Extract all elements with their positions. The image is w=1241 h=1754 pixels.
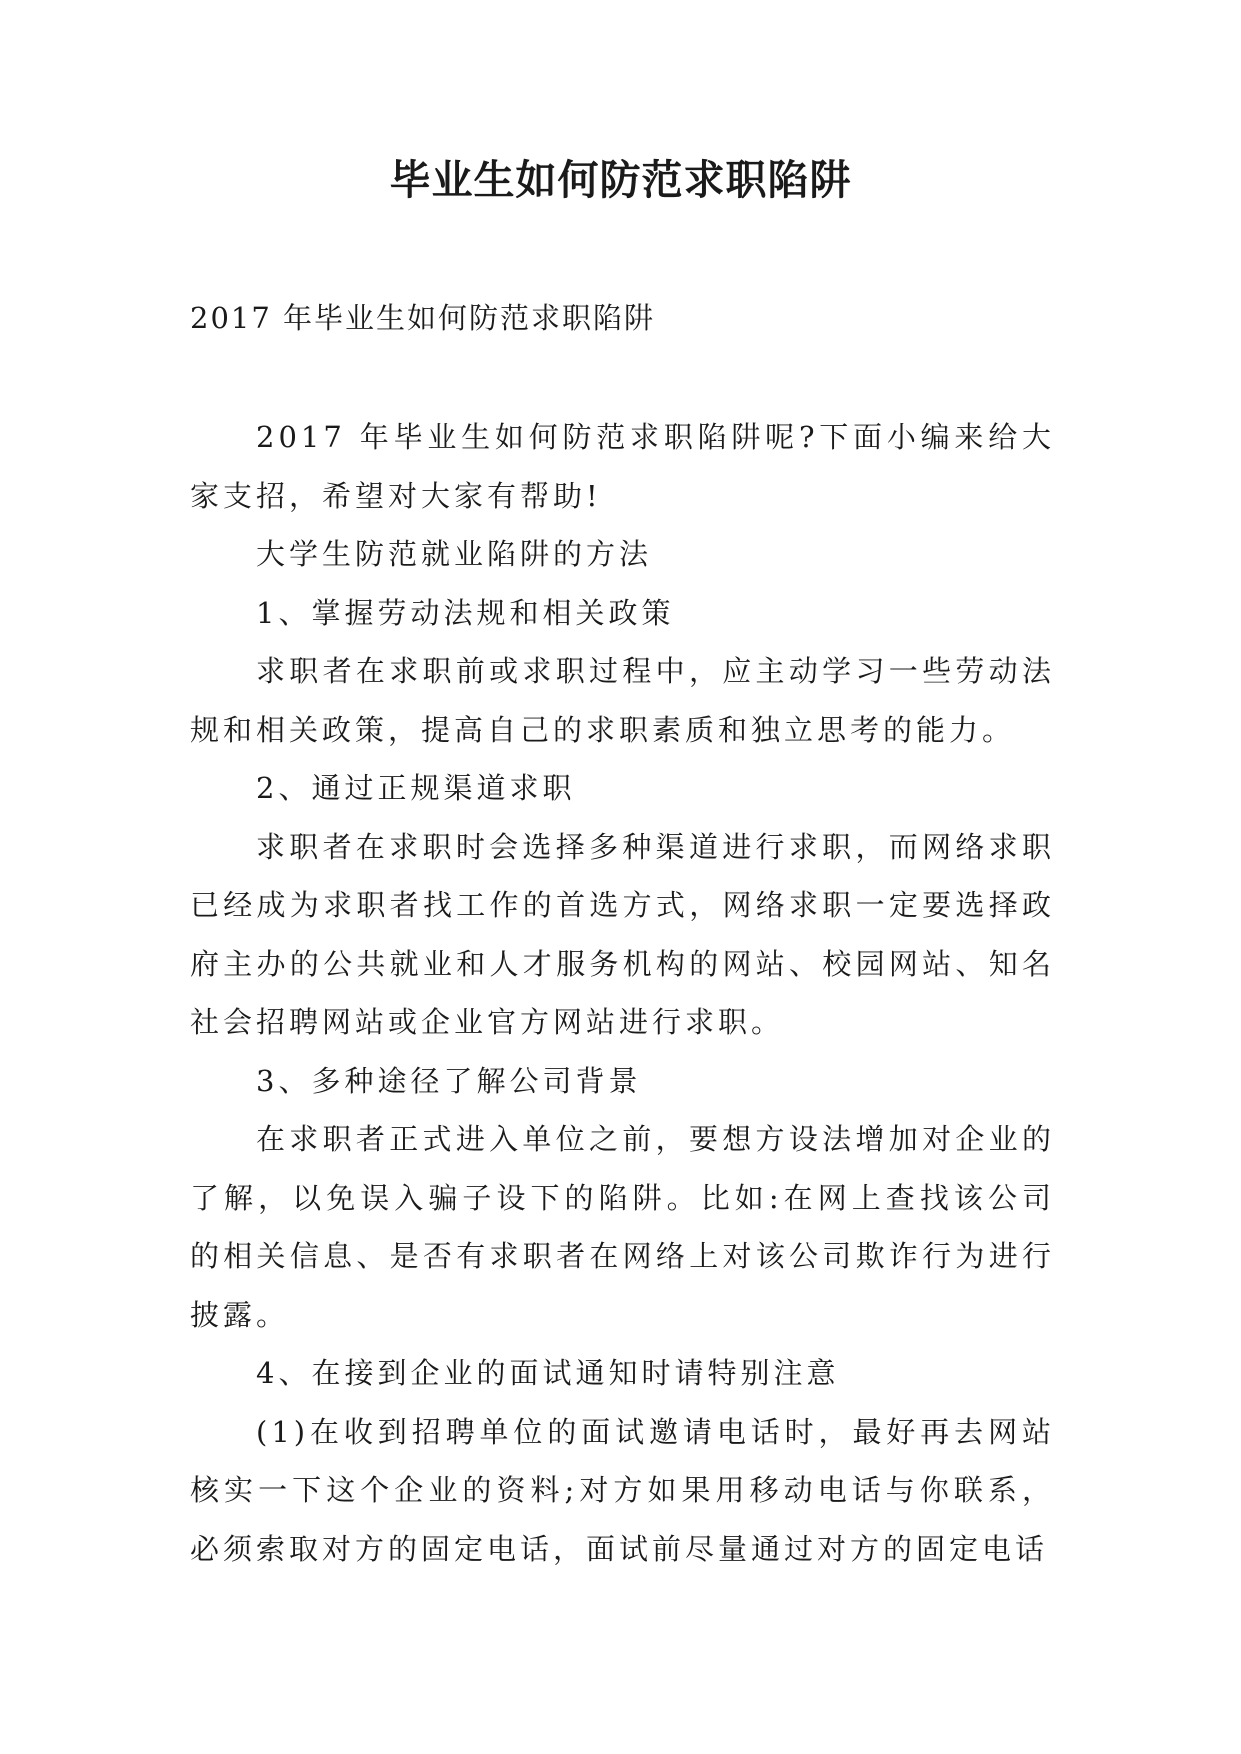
item-paragraph-1: 求职者在求职前或求职过程中，应主动学习一些劳动法规和相关政策，提高自己的求职素质和独立思考的能力。 — [190, 654, 1055, 747]
item-heading-2: 2、通过正规渠道求职 — [256, 771, 576, 805]
document-title: 毕业生如何防范求职陷阱 — [389, 156, 852, 204]
item-heading-4: 4、在接到企业的面试通知时请特别注意 — [256, 1356, 840, 1390]
intro-paragraph: 2017 年毕业生如何防范求职陷阱呢?下面小编来给大家支招，希望对大家有帮助! — [190, 420, 1055, 513]
section-heading: 大学生防范就业陷阱的方法 — [256, 537, 653, 571]
document-body — [190, 408, 1055, 1578]
item-paragraph-4: (1)在收到招聘单位的面试邀请电话时，最好再去网站核实一下这个企业的资料;对方如果用移动电话与你联系，必须索取对方的固定电话，面试前尽量通过对方的固定电话 — [190, 1414, 1055, 1566]
item-heading-3: 3、多种途径了解公司背景 — [256, 1063, 642, 1098]
item-paragraph-2: 求职者在求职时会选择多种渠道进行求职，而网络求职已经成为求职者找工作的首选方式，网络求职一定要选择政府主办的公共就业和人才服务机构的网站、校园网站、知名社会招聘网站或企业官方网站进行求职。 — [190, 829, 1055, 1039]
item-heading-1: 1、掌握劳动法规和相关政策 — [256, 595, 675, 630]
document-subtitle: 2017 年毕业生如何防范求职陷阱 — [190, 301, 656, 335]
item-paragraph-3: 在求职者正式进入单位之前，要想方设法增加对企业的了解，以免误入骗子设下的陷阱。比如:在网上查找该公司的相关信息、是否有求职者在网络上对该公司欺诈行为进行披露。 — [190, 1122, 1055, 1332]
